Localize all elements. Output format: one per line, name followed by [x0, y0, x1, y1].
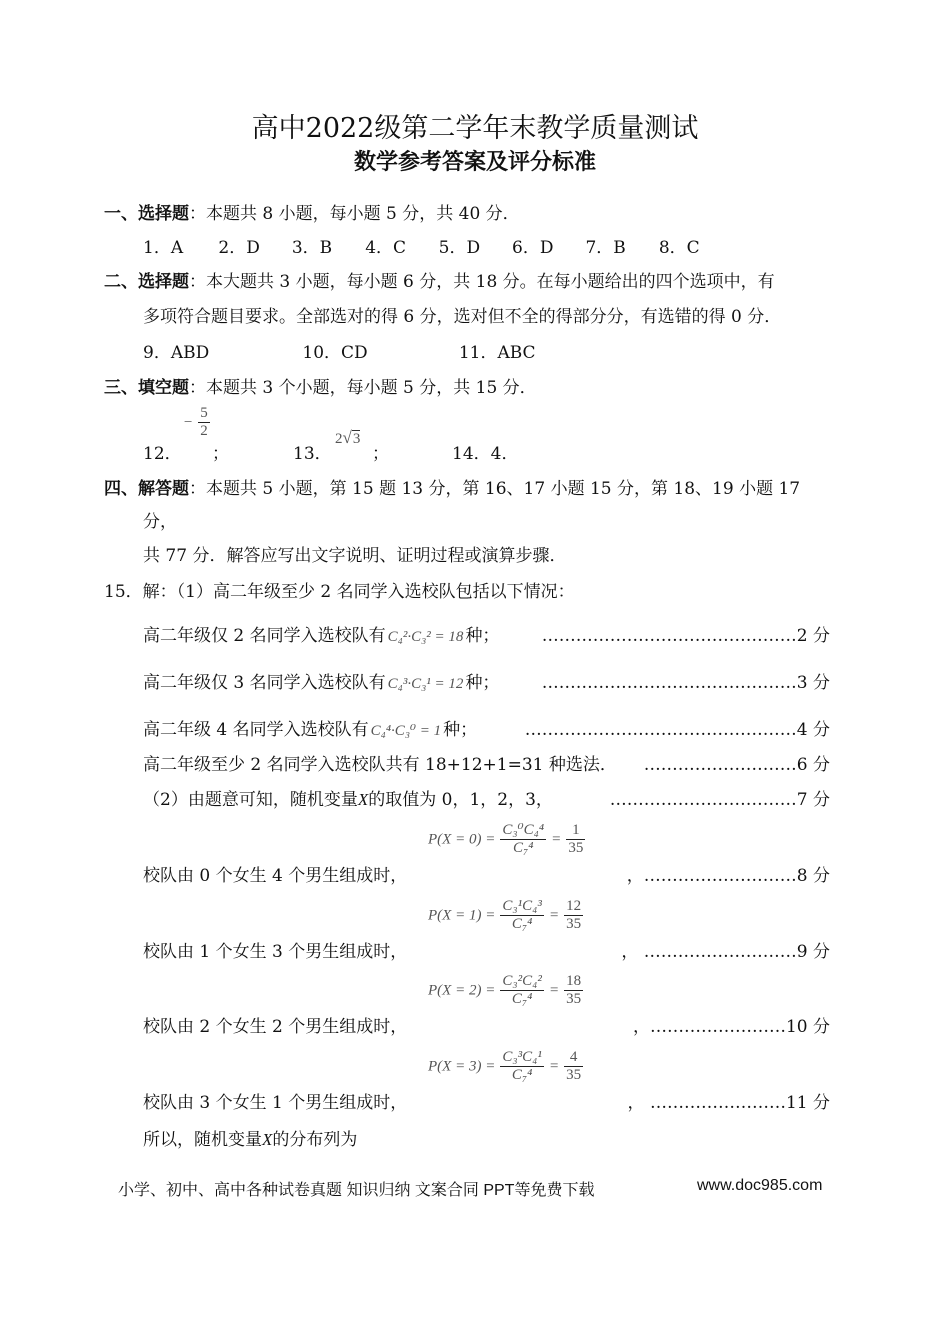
section1-heading: 一、选择题 — [104, 204, 189, 224]
section3-desc: ：本题共 3 个小题，每小题 5 分，共 15 分． — [189, 378, 537, 398]
case-1-num: C₃¹C₄³ — [500, 898, 543, 916]
q15-line1-text: 高二年级仅 2 名同学入选校队有 — [143, 626, 386, 646]
q12-numerator: 5 — [198, 405, 210, 423]
document-subtitle: 数学参考答案及评分标准 — [353, 149, 596, 175]
q13-coefficient: 2 — [335, 431, 343, 447]
q14-answer: 14．4． — [452, 444, 519, 464]
section4-line2: 分， — [143, 512, 177, 532]
q15-line3-score: …………………………………………4 分 — [524, 720, 830, 740]
case-3-rnum: 4 — [564, 1049, 583, 1067]
q13-radicand: 3 — [352, 431, 361, 447]
answer-10: 10．CD — [302, 343, 368, 363]
q15-line4-score: ………………………6 分 — [643, 755, 830, 775]
case-2-frac — [500, 973, 543, 1009]
section4-desc1: ：本题共 5 小题，第 15 题 13 分，第 16、17 小题 15 分，第 18、19 小题 17 — [189, 479, 801, 499]
case-1-frac — [500, 898, 543, 934]
case-3-rden: 35 — [566, 1067, 582, 1084]
case-1-den: C₇⁴ — [511, 916, 533, 933]
section4-heading: 四、解答题 — [104, 479, 189, 499]
case-2-num: C₃²C₄² — [500, 973, 543, 991]
section3-heading: 三、填空题 — [104, 378, 189, 398]
case-2-den: C₇⁴ — [511, 991, 533, 1008]
q15-line2-text: 高二年级仅 3 名同学入选校队有 — [143, 673, 386, 693]
answer-8: 8．C — [658, 238, 700, 258]
case-2-text: 校队由 2 个女生 2 个男生组成时， — [143, 1017, 408, 1037]
answer-9: 9．ABD — [143, 343, 210, 363]
case-3-lhs: P(X = 3) = — [428, 1058, 496, 1075]
q12-label: 12． — [143, 444, 182, 464]
q15-line1-tail: 种； — [465, 626, 500, 646]
q15-part2-a: （2）由题意可知，随机变量 — [143, 790, 358, 810]
case-0-text: 校队由 0 个女生 4 个男生组成时， — [143, 866, 408, 886]
section1-desc: ：本题共 8 小题，每小题 5 分，共 40 分． — [189, 204, 520, 224]
case-0-lhs: P(X = 0) = — [428, 831, 496, 848]
q15-line2-formula: C₄³·C₃¹ = 12 — [387, 676, 464, 692]
case-0-score: ，………………………8 分 — [626, 866, 830, 886]
q13-tail: ； — [372, 444, 389, 464]
case-2-rden: 35 — [566, 991, 582, 1008]
case-3-frac — [500, 1049, 543, 1085]
section2-line2: 多项符合题目要求。全部选对的得 6 分，选对但不全的得部分分，有选错的得 0 分． — [143, 307, 782, 327]
case-1-lhs: P(X = 1) = — [428, 907, 496, 924]
answer-7: 7．B — [585, 238, 626, 258]
section4-line1 — [104, 474, 800, 499]
q15-intro: 15．解：（1）高二年级至少 2 名同学入选校队包括以下情况： — [104, 582, 575, 602]
footer-website-link[interactable]: www.doc985.com — [697, 1177, 823, 1194]
case-2-result — [564, 973, 583, 1009]
q15-part2-score: ……………………………7 分 — [609, 790, 830, 810]
case-1-result — [564, 898, 583, 934]
sqrt-icon: √ — [342, 428, 352, 447]
case-3-text: 校队由 3 个女生 1 个男生组成时， — [143, 1093, 408, 1113]
section1-answers — [143, 233, 711, 258]
case-1-rden: 35 — [566, 916, 582, 933]
q15-conclusion — [143, 1125, 357, 1150]
case-1-rnum: 12 — [564, 898, 583, 916]
q13-label: 13． — [293, 444, 332, 464]
answer-11: 11．ABC — [458, 343, 536, 363]
answer-5: 5．D — [438, 238, 481, 258]
case-2-formula: P(X = 2) = $\frac{\text{C₃²C₄²}}{\text{C₇⁴}}$ = $\frac{18}{35}$ — [428, 973, 582, 1008]
q12-sign: − — [183, 414, 194, 431]
q15-line2-score: ………………………………………3 分 — [541, 673, 830, 693]
section4-line3: 共 77 分．解答应写出文字说明、证明过程或演算步骤． — [143, 546, 567, 566]
case-2-score: ，……………………10 分 — [632, 1017, 830, 1037]
section2-desc1: ：本大题共 3 小题，每小题 6 分，共 18 分。在每小题给出的四个选项中，有 — [189, 272, 775, 292]
q12-denominator: 2 — [200, 423, 208, 440]
case-2-lhs: P(X = 2) = — [428, 982, 496, 999]
case-0-den: C₇⁴ — [513, 840, 534, 857]
q15-line1-formula: C₄²·C₃² = 18 — [387, 629, 464, 645]
q15-line3-formula: C₄⁴·C₃⁰ = 1 — [370, 723, 442, 739]
section2-heading: 二、选择题 — [104, 272, 189, 292]
case-1-formula: P(X = 1) = $\frac{\text{C₃¹C₄³}}{\text{C₇⁴}}$ = $\frac{12}{35}$ — [428, 898, 582, 933]
answer-6: 6．D — [512, 238, 554, 258]
q12-answer — [183, 405, 210, 441]
case-3-score: ， ……………………11 分 — [627, 1093, 830, 1113]
case-1-text: 校队由 1 个女生 3 个男生组成时， — [143, 942, 408, 962]
case-3-num: C₃³C₄¹ — [500, 1049, 543, 1067]
section3-line — [104, 373, 537, 398]
footer-promo: 小学、初中、高中各种试卷真题 知识归纳 文案合同 PPT等免费下载 — [118, 1182, 595, 1199]
q15-part2 — [143, 785, 553, 810]
q15-conclusion-b: 的分布列为 — [272, 1130, 358, 1150]
q15-line3-tail: 种； — [443, 720, 478, 740]
q15-case-line-2 — [143, 668, 499, 693]
section2-answers — [143, 338, 536, 363]
q15-part2-b: 的取值为 0，1，2，3， — [368, 790, 553, 810]
answer-1: 1．A — [143, 238, 184, 258]
case-1-score: ， ………………………9 分 — [621, 942, 830, 962]
case-0-rden: 35 — [568, 840, 584, 857]
case-2-rnum: 18 — [564, 973, 583, 991]
q12-fraction — [198, 405, 210, 441]
q15-case-line-1 — [143, 621, 499, 646]
case-0-result — [566, 822, 585, 858]
q15-part2-var: X — [357, 790, 369, 809]
section1-line — [104, 199, 520, 224]
case-0-num: C₃⁰C₄⁴ — [500, 822, 546, 840]
document-title: 高中2022级第二学年末教学质量测试 — [251, 113, 699, 144]
case-0-rnum: 1 — [566, 822, 585, 840]
case-3-den: C₇⁴ — [511, 1067, 533, 1084]
q15-case-line-3 — [143, 715, 477, 740]
q15-line4: 高二年级至少 2 名同学入选校队共有 18+12+1=31 种选法． — [143, 755, 617, 775]
case-3-result — [564, 1049, 583, 1085]
section2-line1 — [104, 267, 775, 292]
q15-line3-text: 高二年级 4 名同学入选校队有 — [143, 720, 369, 740]
answer-2: 2．D — [218, 238, 260, 258]
case-0-frac — [500, 822, 546, 858]
q15-conclusion-a: 所以，随机变量 — [143, 1130, 262, 1150]
q12-tail: ； — [212, 444, 229, 464]
q15-line1-score: ………………………………………2 分 — [541, 626, 830, 646]
answer-3: 3．B — [291, 238, 333, 258]
q15-conclusion-var: X — [262, 1130, 273, 1149]
case-3-formula: P(X = 3) = $\frac{\text{C₃³C₄¹}}{\text{C₇⁴}}$ = $\frac{4}{35}$ — [428, 1049, 582, 1084]
answer-4: 4．C — [365, 238, 407, 258]
q15-line2-tail: 种； — [465, 673, 500, 693]
case-0-formula: P(X = 0) = $\frac{\text{C₃⁰C₄⁴}}{\text{C₇⁴}}$ = $\frac{1}{35}$ — [428, 822, 584, 857]
q13-answer — [335, 428, 360, 448]
